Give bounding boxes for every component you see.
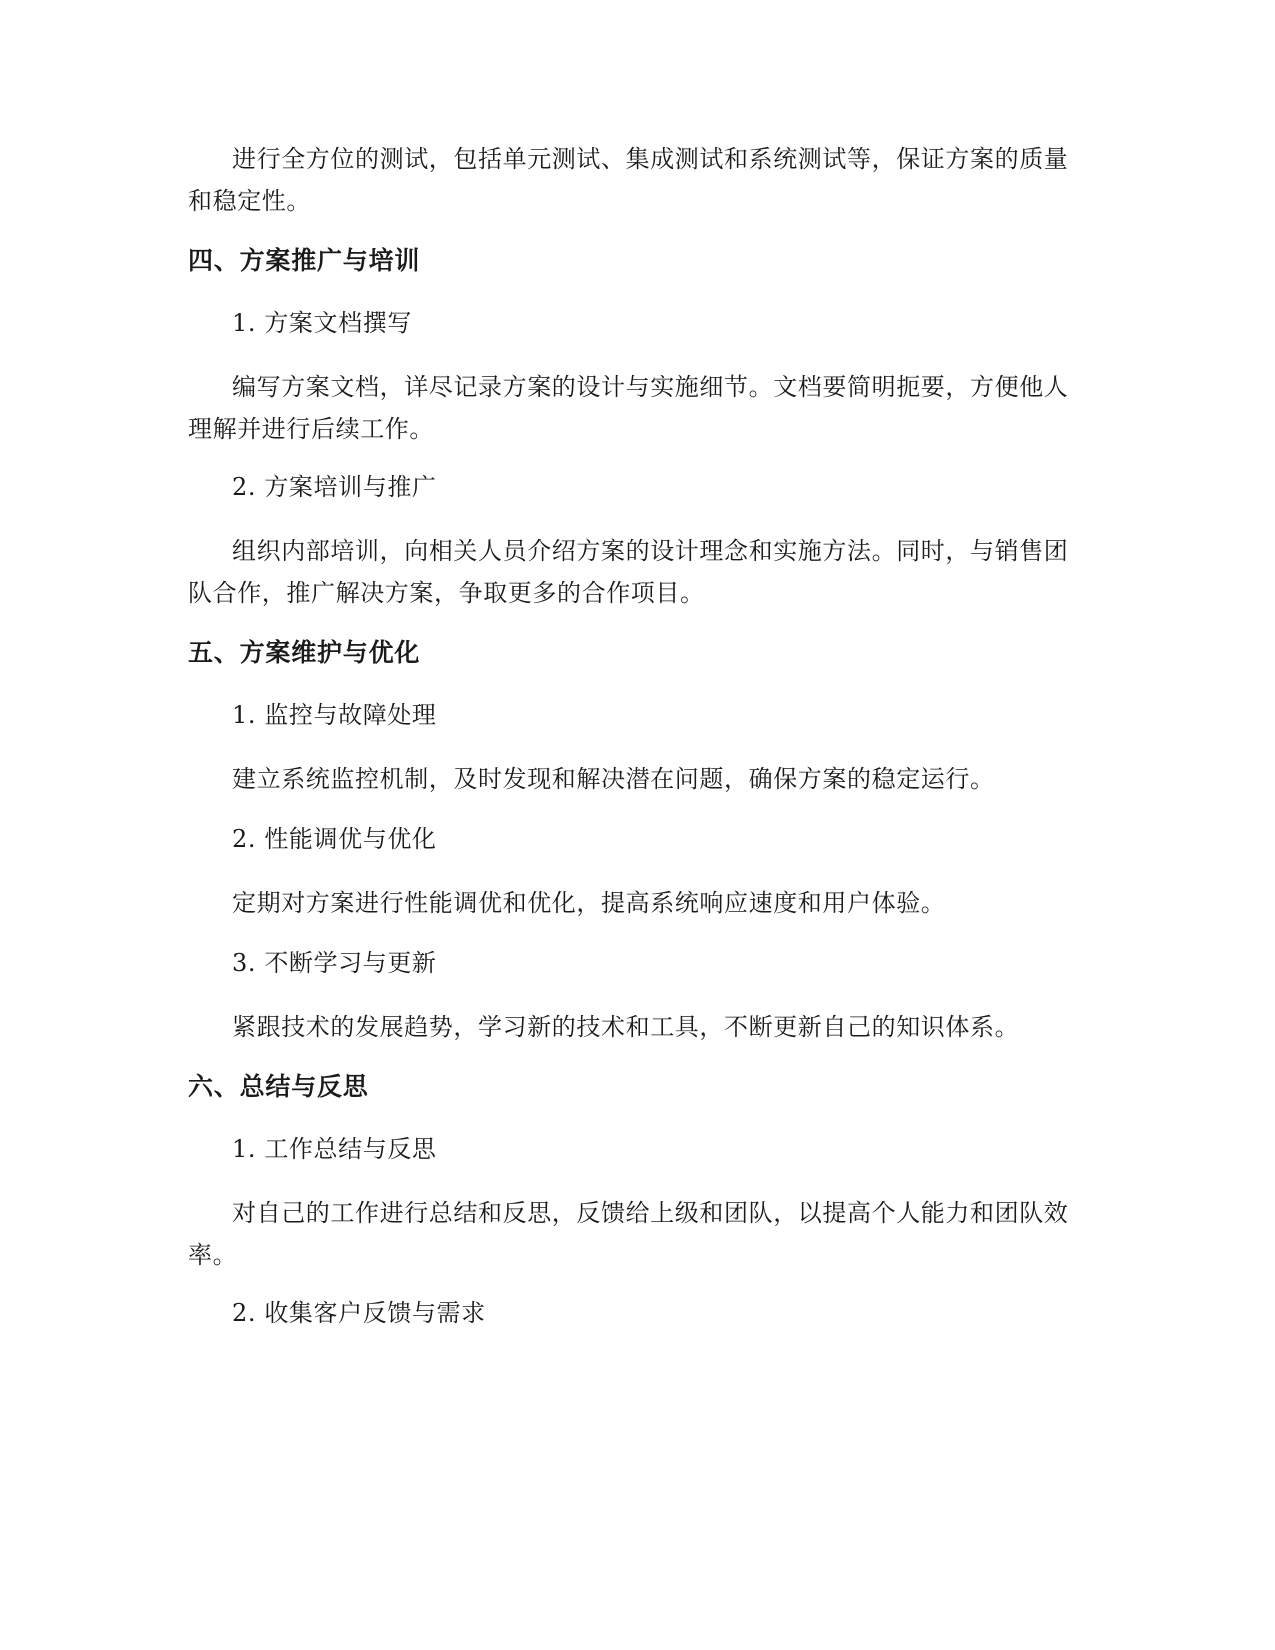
item-body-doc-writing: 编写方案文档，详尽记录方案的设计与实施细节。文档要简明扼要，方便他人理解并进行后续工作。: [188, 373, 1069, 443]
item-title-doc-writing: 1. 方案文档撰写: [232, 309, 412, 337]
item-title-training: 2. 方案培训与推广: [232, 473, 437, 501]
intro-paragraph: 进行全方位的测试，包括单元测试、集成测试和系统测试等，保证方案的质量和稳定性。: [188, 145, 1069, 215]
item-title-performance: 2. 性能调优与优化: [232, 825, 437, 853]
section-heading-maintenance: 五、方案维护与优化: [188, 638, 421, 667]
section-heading-summary: 六、总结与反思: [188, 1072, 369, 1101]
item-title-monitoring: 1. 监控与故障处理: [232, 701, 437, 729]
section-heading-promotion: 四、方案推广与培训: [188, 246, 421, 275]
item-title-work-summary: 1. 工作总结与反思: [232, 1135, 437, 1163]
item-title-learning: 3. 不断学习与更新: [232, 949, 437, 977]
item-body-work-summary: 对自己的工作进行总结和反思，反馈给上级和团队，以提高个人能力和团队效率。: [188, 1199, 1069, 1269]
item-title-customer-feedback: 2. 收集客户反馈与需求: [232, 1299, 486, 1327]
item-body-learning: 紧跟技术的发展趋势，学习新的技术和工具，不断更新自己的知识体系。: [232, 1013, 1020, 1041]
item-body-training: 组织内部培训，向相关人员介绍方案的设计理念和实施方法。同时，与销售团队合作，推广解决方案，争取更多的合作项目。: [188, 537, 1069, 607]
item-body-performance: 定期对方案进行性能调优和优化，提高系统响应速度和用户体验。: [232, 889, 946, 917]
item-body-monitoring: 建立系统监控机制，及时发现和解决潜在问题，确保方案的稳定运行。: [232, 765, 995, 793]
